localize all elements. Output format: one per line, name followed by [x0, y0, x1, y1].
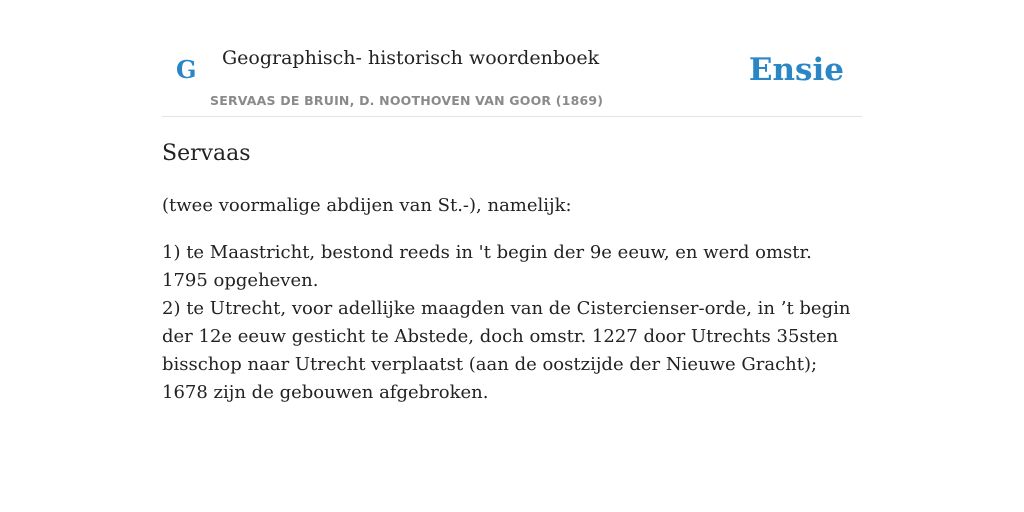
entry-title: Servaas [162, 141, 251, 166]
entry-items [162, 239, 862, 407]
book-title[interactable]: Geographisch- historisch woordenboek [222, 47, 600, 69]
entry-intro: (twee voormalige abdijen van St.-), namelijk: [162, 195, 572, 216]
book-authors: SERVAAS DE BRUIN, D. NOOTHOVEN VAN GOOR (1869) [210, 93, 604, 108]
entry-item-2: 2) te Utrecht, voor adellijke maagden van de Cistercienser-orde, in ’t begin der 12e eeuw gesticht te Abstede, doch omstr. 1227 door Utrechts 35sten bisschop naar Utrecht verplaatst (aan de oostzijde der Nieuwe Gracht); 1678 zijn de gebouwen afgebroken. [162, 298, 851, 403]
entry-content [162, 138, 862, 407]
ensie-logo[interactable]: Ensie [748, 52, 844, 88]
book-header [162, 0, 862, 117]
entry-item-1: 1) te Maastricht, bestond reeds in 't begin der 9e eeuw, en werd omstr. 1795 opgeheven. [162, 242, 812, 291]
book-logo[interactable]: G [176, 55, 197, 84]
